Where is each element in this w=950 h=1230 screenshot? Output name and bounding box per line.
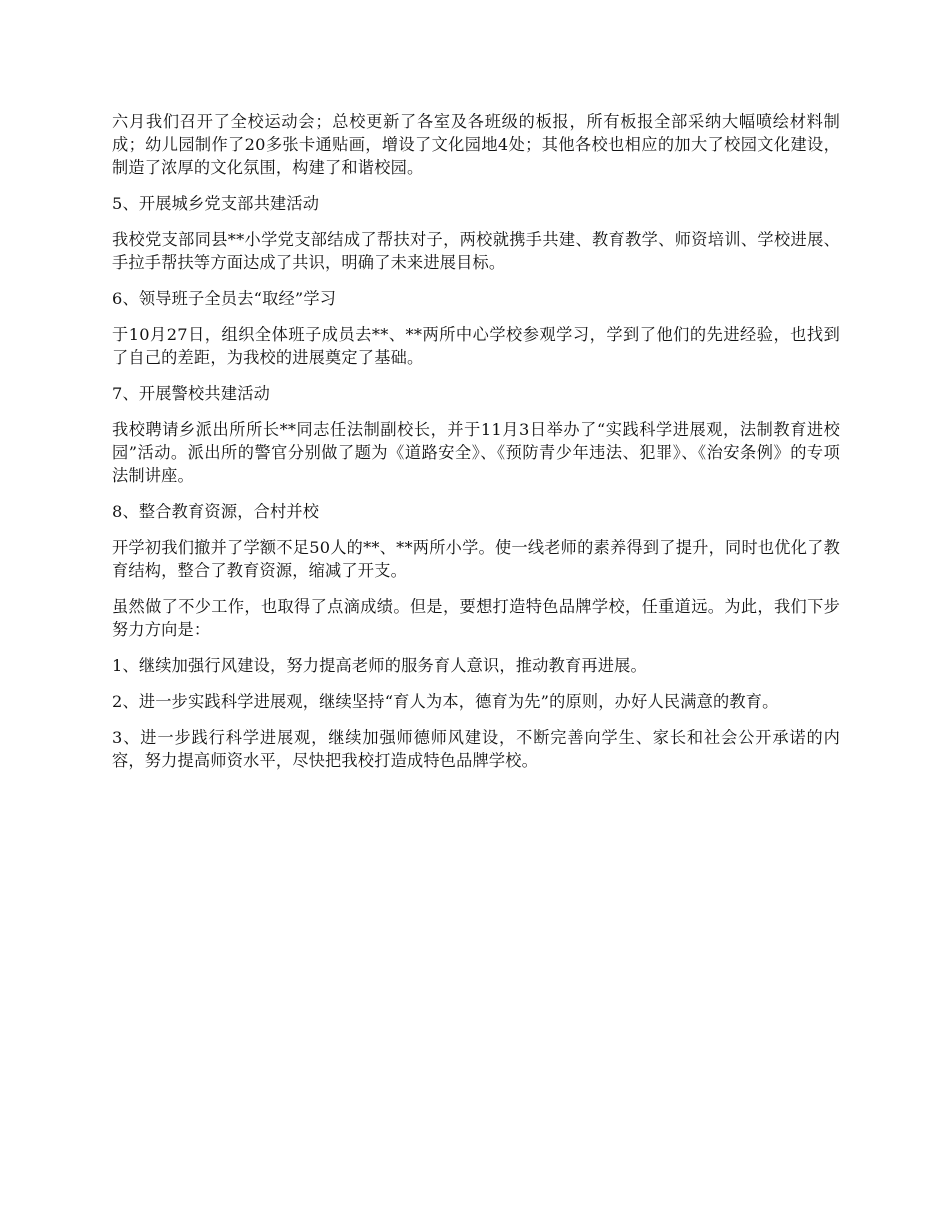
paragraph-campus-culture: 六月我们召开了全校运动会；总校更新了各室及各班级的板报，所有板报全部采纳大幅喷绘材料制成；幼儿园制作了20多张卡通贴画，增设了文化园地4处；其他各校也相应的加大了校园文化建设，制造了浓厚的文化氛围，构建了和谐校园。 — [112, 112, 840, 177]
paragraph-summary: 虽然做了不少工作，也取得了点滴成绩。但是，要想打造特色品牌学校，任重道远。为此，我们下步努力方向是： — [112, 597, 840, 639]
paragraph-police-school: 我校聘请乡派出所所长**同志任法制副校长，并于11月3日举办了“实践科学进展观，法制教育进校园”活动。派出所的警官分别做了题为《道路安全》、《预防青少年违法、犯罪》、《治安条例》的专项法制讲座。 — [112, 420, 840, 485]
paragraph-study-visit: 于10月27日，组织全体班子成员去**、**两所中心学校参观学习，学到了他们的先进经验，也找到了自己的差距，为我校的进展奠定了基础。 — [112, 325, 840, 367]
section-heading-6: 6、领导班子全员去“取经”学习 — [112, 289, 337, 308]
section-heading-8: 8、整合教育资源，合村并校 — [112, 502, 320, 521]
paragraph-goal-2: 2、进一步实践科学进展观，继续坚持“育人为本，德育为先”的原则，办好人民满意的教育。 — [112, 692, 779, 711]
paragraph-goal-1: 1、继续加强行风建设，努力提高老师的服务育人意识，推动教育再进展。 — [112, 656, 647, 675]
paragraph-party-branch: 我校党支部同县**小学党支部结成了帮扶对子，两校就携手共建、教育教学、师资培训、学校进展、手拉手帮扶等方面达成了共识，明确了未来进展目标。 — [112, 230, 840, 272]
section-heading-5: 5、开展城乡党支部共建活动 — [112, 194, 320, 213]
paragraph-goal-3: 3、进一步践行科学进展观，继续加强师德师风建设，不断完善向学生、家长和社会公开承诺的内容，努力提高师资水平，尽快把我校打造成特色品牌学校。 — [112, 728, 840, 770]
paragraph-school-merge: 开学初我们撤并了学额不足50人的**、**两所小学。使一线老师的素养得到了提升，同时也优化了教育结构，整合了教育资源，缩减了开支。 — [112, 538, 840, 580]
section-heading-7: 7、开展警校共建活动 — [112, 384, 270, 403]
